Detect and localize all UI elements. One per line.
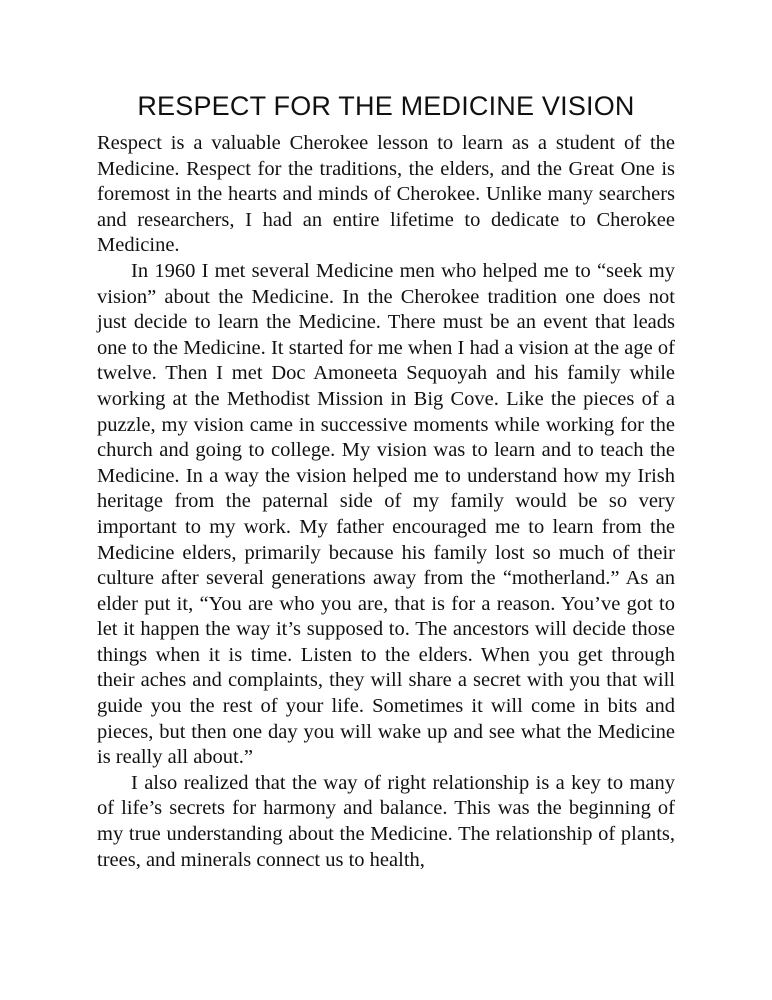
paragraph-2: In 1960 I met several Medicine men who helped me to “seek my vision” about the Medicine. In the Cherokee tradition one does not just decide to learn the Medicine. There must be an event that leads one to the Medicine. It started for me when I had a vision at the age of twelve. Then I met Doc Amoneeta Sequoyah and his family while working at the Methodist Mission in Big Cove. Like the pieces of a puzzle, my vision came in successive moments while working for the church and going to college. My vision was to learn and to teach the Medicine. In a way the vision helped me to understand how my Irish heritage from the paternal side of my family would be so very important to my work. My father encouraged me to learn from the Medicine elders, primarily because his family lost so much of their culture after several generations away from the “motherland.” As an elder put it, “You are who you are, that is for a reason. You’ve got to let it happen the way it’s supposed to. The ancestors will decide those things when it is time. Listen to the elders. When you get through their aches and complaints, they will share a secret with you that will guide you the rest of your life. Sometimes it will come in bits and pieces, but then one day you will wake up and see what the Medicine is really all about.”	[97, 259, 675, 769]
paragraph-3: I also realized that the way of right relationship is a key to many of life’s secrets for harmony and balance. This was the beginning of my true understanding about the Medicine. The relationship of plants, trees, and minerals connect us to health,	[97, 771, 675, 871]
paragraph-1: Respect is a valuable Cherokee lesson to learn as a student of the Medicine. Respect for the traditions, the elders, and the Great One is foremost in the hearts and minds of Cherokee. Unlike many searchers and researchers, I had an entire lifetime to dedicate to Cherokee Medicine.	[97, 132, 675, 257]
body-text	[97, 131, 675, 873]
chapter-title: RESPECT FOR THE MEDICINE VISION	[137, 91, 635, 121]
